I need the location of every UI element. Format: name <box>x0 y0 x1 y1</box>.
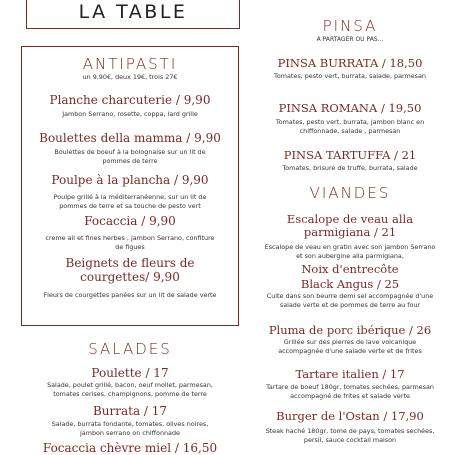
dish-name: PINSA TARTUFFA / 21 <box>283 148 417 162</box>
dish-description: Steak haché 180gr, tome de pays, tomates sechées, <box>265 427 435 435</box>
dish-name: courgettes/ 9,90 <box>80 270 180 284</box>
dish-description: Grillée sur des pierres de lave volcanique <box>283 338 417 346</box>
dish-description: Salade, burrata fondante, tomates, olives noires, <box>51 420 209 428</box>
dish-name: PINSA BURRATA / 18,50 <box>277 56 423 70</box>
dish-name: Focaccia chèvre miel / 16,50 <box>42 441 218 455</box>
dish-description: Boulettes de boeuf à la bolognaise sur un lit de <box>54 148 206 156</box>
dish-description: Tomates, pesto vert, burrata, salade, parmesan <box>274 72 426 80</box>
dish-name: Beignets de fleurs de <box>65 256 195 270</box>
dish-description: accompagnée d'une salade verte et de frites <box>278 347 422 355</box>
dish-description: Cuite dans son beurre demi sel accompagnée d'une <box>266 292 434 300</box>
dish-description: Jambon Serrano, rosette, coppa, lard grille <box>62 110 198 118</box>
dish-name: Planche charcuterie / 9,90 <box>49 93 211 107</box>
dish-name: PINSA ROMANA / 19,50 <box>278 101 422 115</box>
salades-title: SALADES <box>88 340 172 358</box>
pinsa-subtitle: A PARTAGER OU PAS... <box>316 36 384 43</box>
dish-name: Burger de l'Ostan / 17,90 <box>276 409 424 423</box>
dish-description: tomates cerises, champignons, pomme de terre <box>53 390 207 398</box>
dish-description: salade verte et de pommes de terre au four <box>279 301 421 309</box>
dish-description: pommes de terre et sa touche de pesto vert <box>59 202 201 210</box>
dish-description: persil, sauce cocktail maison <box>303 436 397 444</box>
dish-name: Burrata / 17 <box>92 404 168 418</box>
dish-description: creme ail et fines herbes , jambon Serrano, confiture <box>45 234 215 242</box>
dish-description: jambon serrano on chiffonnade <box>80 429 180 437</box>
dish-name: Poulette / 17 <box>91 366 169 380</box>
dish-description: Fleurs de courgettes panées sur un lit de salade verte <box>43 291 217 299</box>
dish-description: et son aubergine alla parmigiana, <box>296 252 404 260</box>
dish-name: Noix d'entrecôte <box>301 262 399 276</box>
dish-name: parmigiana / 21 <box>303 225 397 239</box>
dish-description: Tomates, brisure de truffe, burrata, salade <box>282 164 418 172</box>
dish-description: Tomates, pesto vert, burrata, jambon blanc en <box>275 118 425 126</box>
dish-name: Tartare italien / 17 <box>295 367 405 381</box>
antipasti-title: ANTIPASTI <box>82 55 178 73</box>
dish-name: Escalope de veau alla <box>286 212 414 226</box>
viandes-title: VIANDES <box>309 184 391 202</box>
antipasti-subtitle: un 9,90€, deux 19€, trois 27€ <box>82 73 178 81</box>
dish-name: Focaccia / 9,90 <box>84 214 176 228</box>
restaurant-title: LA TABLE <box>78 1 188 23</box>
dish-description: chiffonnade, salade , parmesan <box>299 127 401 135</box>
dish-description: pommes de terre <box>102 157 158 165</box>
dish-name: Pluma de porc ibérique / 26 <box>268 323 432 337</box>
dish-description: Tartare de boeuf 180gr, tomates sechées, parmesan <box>266 383 434 391</box>
dish-description: de figues <box>115 243 145 251</box>
dish-description: Salade, poulet grillé, bacon, oeuf mollet, parmesan, <box>47 381 213 389</box>
dish-description: accompagné de frites et salade verte <box>290 392 410 400</box>
pinsa-title: PINSA <box>322 17 378 35</box>
dish-name: Black Angus / 25 <box>300 277 400 291</box>
dish-description: Escalope de veau en gratin avec son jambon Serrano <box>264 243 436 251</box>
dish-name: Poulpe à la plancha / 9,90 <box>51 173 209 187</box>
dish-description: Poulpe grillé à la méditerranéenne, sur un lit de <box>53 193 207 201</box>
dish-name: Boulettes della mamma / 9,90 <box>39 131 221 145</box>
